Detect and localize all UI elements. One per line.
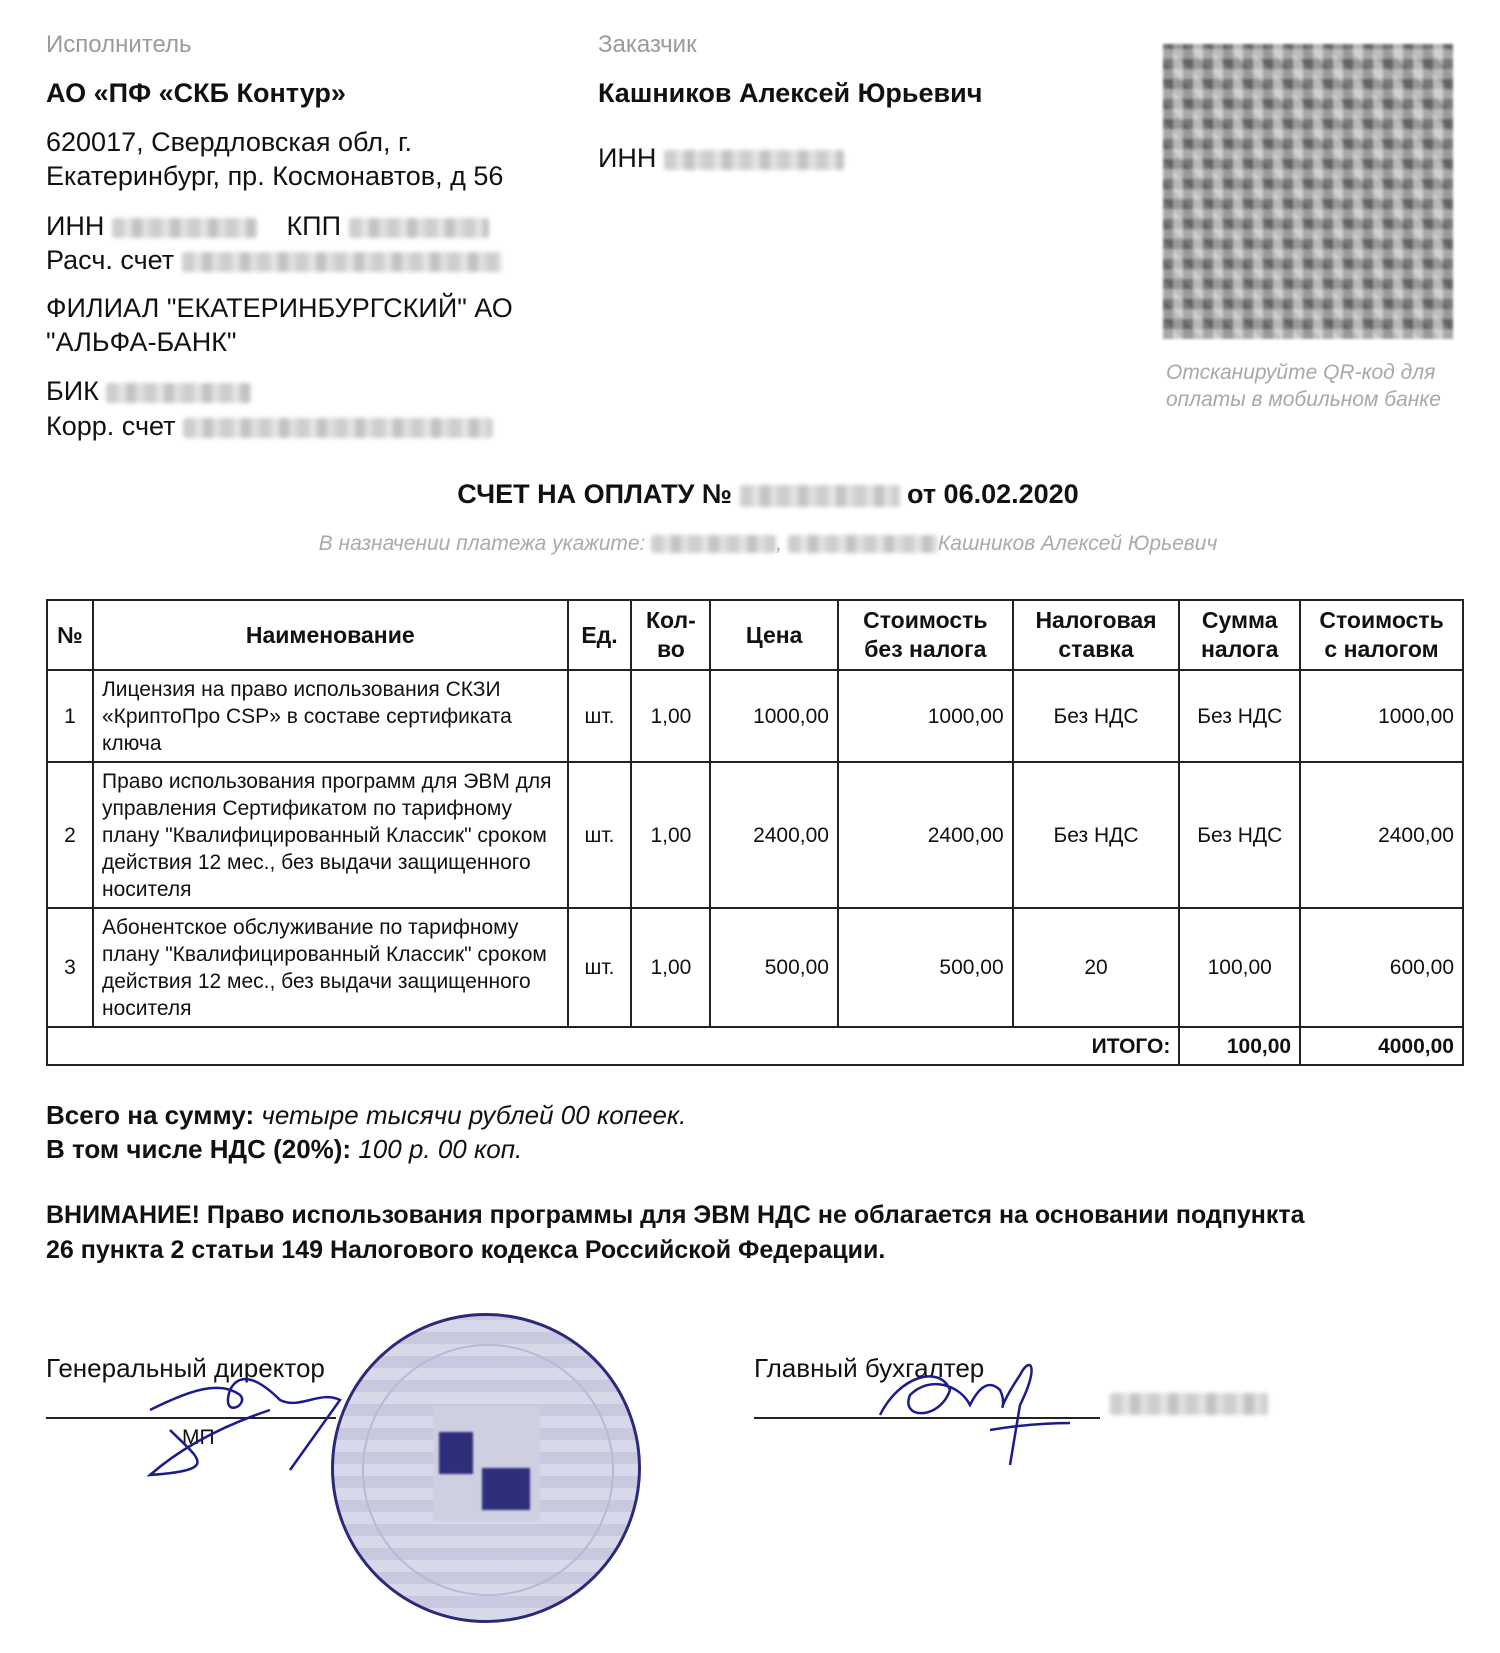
row-rate: 20 — [1013, 908, 1180, 1027]
redacted-corr — [183, 418, 493, 438]
accountant-label: Главный бухгалтер — [754, 1353, 985, 1383]
buyer-inn-row — [598, 141, 844, 175]
row-tax: Без НДС — [1179, 670, 1300, 762]
redacted-buyer-inn — [664, 150, 844, 170]
seller-address-2: Екатеринбург, пр. Космонавтов, д 56 — [46, 161, 504, 191]
row-num: 2 — [47, 762, 93, 908]
notice-1: ВНИМАНИЕ! Право использования программы для ЭВМ НДС не облагается на основании подпункта — [46, 1201, 1305, 1229]
row-unit: шт. — [568, 908, 632, 1027]
stamp-logo — [433, 1406, 540, 1521]
row-total: 1000,00 — [1300, 670, 1463, 762]
redacted-account — [182, 252, 502, 272]
sum-line — [46, 1100, 686, 1131]
row-total: 2400,00 — [1300, 762, 1463, 908]
seller-corr-row — [46, 409, 493, 443]
header-qty — [631, 600, 710, 670]
qr-code — [1163, 44, 1453, 339]
sum-value: четыре тысячи рублей 00 копеек. — [261, 1100, 687, 1130]
row-rate: Без НДС — [1013, 670, 1180, 762]
row-qty: 1,00 — [631, 762, 710, 908]
table-row — [47, 762, 1463, 908]
header-price: Цена — [710, 600, 838, 670]
vat-label: В том числе НДС (20%): — [46, 1134, 352, 1164]
vat-value: 100 р. 00 коп. — [358, 1134, 523, 1164]
buyer-inn-label: ИНН — [598, 143, 657, 173]
stamp-logo-mark — [482, 1468, 530, 1510]
header-cost — [838, 600, 1013, 670]
accountant-signature — [870, 1335, 1090, 1475]
row-price: 500,00 — [710, 908, 838, 1027]
header-tax — [1179, 600, 1300, 670]
redacted-inn — [112, 218, 257, 238]
row-name: Лицензия на право использования СКЗИ «КриптоПро CSP» в составе сертификата ключа — [93, 670, 568, 762]
sum-label: Всего на сумму: — [46, 1100, 255, 1130]
seller-account-label: Расч. счет — [46, 245, 175, 275]
payment-purpose — [0, 532, 1500, 556]
header-total-2: с налогом — [1324, 636, 1439, 662]
redacted-invoice-number — [740, 485, 900, 507]
invoice-title-prefix: СЧЕТ НА ОПЛАТУ № — [457, 479, 732, 509]
payment-purpose-prefix: В назначении платежа укажите: — [318, 532, 646, 555]
row-num: 1 — [47, 670, 93, 762]
header-qty-2: во — [656, 636, 685, 662]
row-qty: 1,00 — [631, 908, 710, 1027]
row-cost: 1000,00 — [838, 670, 1013, 762]
totals-total: 4000,00 — [1300, 1027, 1463, 1065]
totals-label: ИТОГО: — [47, 1027, 1179, 1065]
row-unit: шт. — [568, 670, 632, 762]
seller-bank-2: "АЛЬФА-БАНК" — [46, 327, 237, 357]
redacted-purpose-1 — [651, 535, 776, 553]
header-tax-2: налога — [1201, 636, 1279, 662]
vat-line — [46, 1134, 522, 1165]
header-cost-2: без налога — [864, 636, 987, 662]
redacted-purpose-2 — [788, 535, 938, 553]
seller-kpp-label: КПП — [286, 211, 341, 241]
redacted-accountant-name — [1110, 1393, 1268, 1415]
stamp-logo-mark — [439, 1432, 473, 1474]
buyer-label: Заказчик — [598, 31, 697, 58]
row-num: 3 — [47, 908, 93, 1027]
table-row — [47, 670, 1463, 762]
header-cost-1: Стоимость — [863, 607, 988, 633]
seller-address-1: 620017, Свердловская обл, г. — [46, 127, 413, 157]
header-name: Наименование — [93, 600, 568, 670]
row-price: 1000,00 — [710, 670, 838, 762]
seller-inn-row — [46, 209, 489, 243]
seller-corr-label: Корр. счет — [46, 411, 176, 441]
seller-bik-label: БИК — [46, 376, 99, 406]
row-tax: Без НДС — [1179, 762, 1300, 908]
row-price: 2400,00 — [710, 762, 838, 908]
totals-row — [47, 1027, 1463, 1065]
director-label: Генеральный директор — [46, 1353, 325, 1383]
row-cost: 500,00 — [838, 908, 1013, 1027]
seller-inn-label: ИНН — [46, 211, 105, 241]
redacted-kpp — [349, 218, 489, 238]
header-total-1: Стоимость — [1319, 607, 1444, 633]
invoice-title — [0, 479, 1500, 510]
row-qty: 1,00 — [631, 670, 710, 762]
header-total — [1300, 600, 1463, 670]
seller-account-row — [46, 243, 502, 277]
header-tax-1: Сумма — [1201, 607, 1278, 633]
row-rate: Без НДС — [1013, 762, 1180, 908]
header-qty-1: Кол- — [645, 607, 696, 633]
notice-2: 26 пункта 2 статьи 149 Налогового кодекса Российской Федерации. — [46, 1236, 886, 1264]
header-rate-2: ставка — [1058, 636, 1134, 662]
row-tax: 100,00 — [1179, 908, 1300, 1027]
seller-label: Исполнитель — [46, 31, 192, 58]
totals-tax: 100,00 — [1179, 1027, 1300, 1065]
invoice-title-date: от 06.02.2020 — [907, 479, 1079, 509]
payment-purpose-sep: , — [776, 532, 783, 555]
payment-purpose-name: Кашников Алексей Юрьевич — [937, 532, 1218, 555]
qr-caption-1: Отсканируйте QR-код для — [1166, 361, 1436, 384]
seller-bik-row — [46, 374, 251, 408]
seller-name: АО «ПФ «СКБ Контур» — [46, 78, 346, 108]
director-signature — [130, 1350, 360, 1480]
header-rate-1: Налоговая — [1035, 607, 1157, 633]
company-stamp — [331, 1313, 641, 1623]
row-cost: 2400,00 — [838, 762, 1013, 908]
row-name: Право использования программ для ЭВМ для управления Сертификатом по тарифному плану "Квалифицированный Классик" сроком действия 12 мес., без выдачи защищенного носителя — [93, 762, 568, 908]
buyer-name: Кашников Алексей Юрьевич — [598, 78, 983, 108]
row-unit: шт. — [568, 762, 632, 908]
row-name: Абонентское обслуживание по тарифному плану "Квалифицированный Классик" сроком действия 12 мес., без выдачи защищенного носителя — [93, 908, 568, 1027]
invoice-table — [46, 599, 1464, 1066]
redacted-bik — [106, 383, 251, 403]
mp-label: МП — [182, 1426, 215, 1449]
qr-caption-2: оплаты в мобильном банке — [1166, 388, 1441, 411]
row-total: 600,00 — [1300, 908, 1463, 1027]
header-unit: Ед. — [568, 600, 632, 670]
table-row — [47, 908, 1463, 1027]
table-header-row — [47, 600, 1463, 670]
header-num: № — [47, 600, 93, 670]
header-rate — [1013, 600, 1180, 670]
seller-bank-1: ФИЛИАЛ "ЕКАТЕРИНБУРГСКИЙ" АО — [46, 293, 513, 323]
